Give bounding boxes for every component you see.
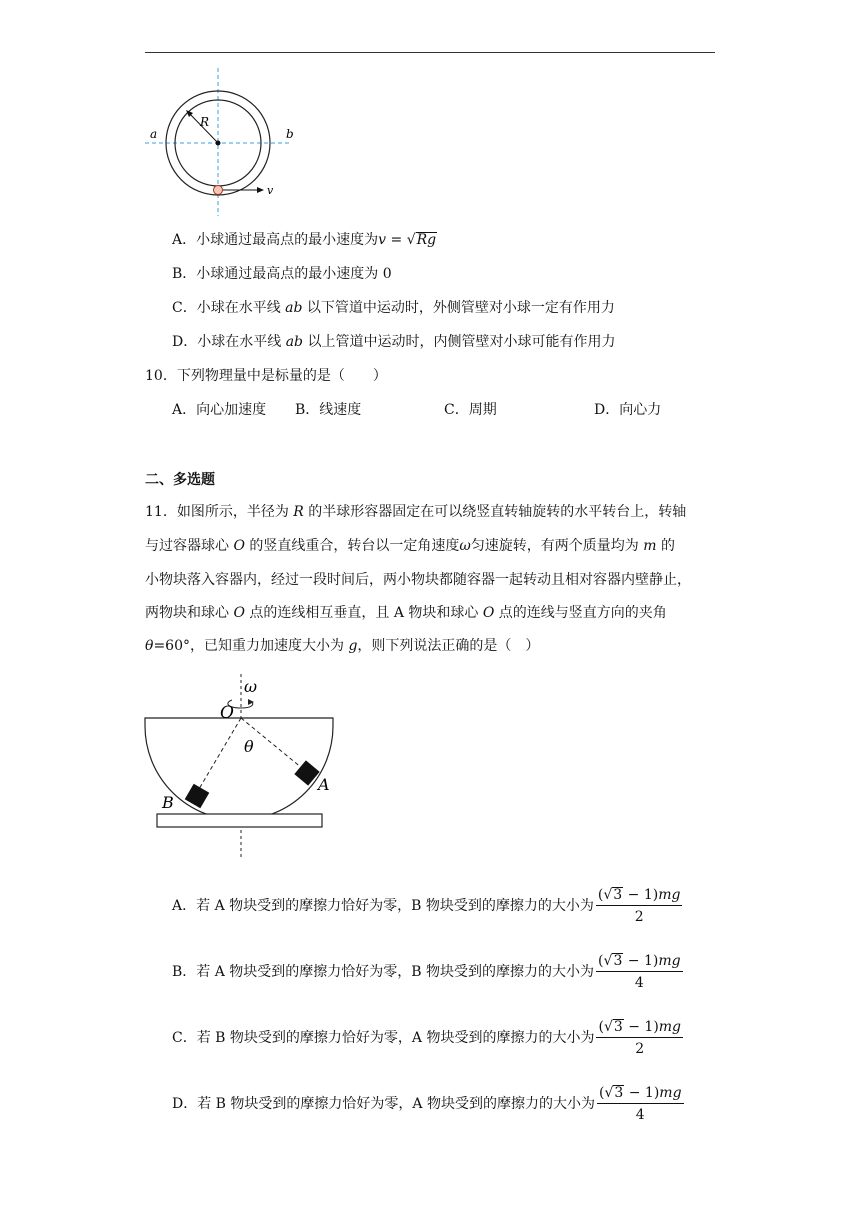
label-theta: θ [244, 737, 254, 756]
fraction: $\frac{(√3 - 1)mg}{2}$ [597, 887, 681, 925]
q10-option-d: D．向心力 [594, 402, 662, 418]
q11-option-d: D．若 B 物块受到的摩擦力恰好为零，A 物块受到的摩擦力的大小为 $\frac{(√3 - 1)mg}{4}$ [172, 1085, 682, 1123]
q10-option-c: C．周期 [444, 402, 497, 418]
q11-option-a: A．若 A 物块受到的摩擦力恰好为零，B 物块受到的摩擦力的大小为 $\frac{(√3 - 1)mg}{2}$ [172, 887, 681, 925]
q11-stem-line-1: 11．如图所示，半径为 R 的半球形容器固定在可以绕竖直转轴旋转的水平转台上，转轴 [145, 504, 687, 520]
q11-stem-line-5: θ=60°，已知重力加速度大小为 g，则下列说法正确的是（ ） [145, 638, 540, 654]
q10-option-a: A．向心加速度 [172, 402, 267, 418]
q11-option-c: C．若 B 物块受到的摩擦力恰好为零，A 物块受到的摩擦力的大小为 $\frac{(√3 - 1)mg}{2}$ [172, 1019, 682, 1057]
q11-stem-line-4: 两物块和球心 O 点的连线相互垂直，且 A 物块和球心 O 点的连线与竖直方向的夹角 [145, 605, 667, 621]
fraction: $\frac{(√3 - 1)mg}{4}$ [598, 953, 681, 991]
q9-option-b: B．小球通过最高点的最小速度为 0 [172, 266, 392, 282]
label-A: A [318, 775, 330, 794]
q11-stem-line-2: 与过容器球心 O 的竖直线重合，转台以一定角速度ω匀速旋转，有两个质量均为 m 的 [145, 538, 675, 554]
label-omega: ω [244, 677, 258, 696]
label-v: v [267, 184, 274, 197]
q9-option-c: C．小球在水平线 ab 以下管道中运动时，外侧管壁对小球一定有作用力 [172, 300, 615, 316]
q11-stem-line-3: 小物块落入容器内，经过一段时间后，两小物块都随容器一起转动且相对容器内壁静止， [145, 572, 691, 588]
turntable [157, 814, 322, 827]
q9-option-d: D．小球在水平线 ab 以上管道中运动时，内侧管壁对小球可能有作用力 [172, 334, 616, 350]
label-B: B [162, 793, 174, 812]
ball [214, 186, 223, 195]
label-R: R [200, 115, 210, 129]
q10-option-b: B．线速度 [295, 402, 362, 418]
velocity-arrowhead [257, 187, 264, 193]
q9-option-a: A．小球通过最高点的最小速度为v = √Rg [172, 232, 437, 248]
fraction: $\frac{(√3 - 1)mg}{4}$ [598, 1085, 682, 1123]
q11-option-b: B．若 A 物块受到的摩擦力恰好为零，B 物块受到的摩擦力的大小为 $\frac{(√3 - 1)mg}{4}$ [172, 953, 681, 991]
label-O: O [220, 703, 234, 723]
q10-stem: 10．下列物理量中是标量的是（ ） [145, 368, 387, 384]
fraction: $\frac{(√3 - 1)mg}{2}$ [598, 1019, 682, 1057]
label-b: b [286, 127, 294, 141]
circular-tube-figure [140, 68, 300, 218]
section-title: 二、多选题 [145, 472, 215, 488]
label-a: a [150, 127, 158, 141]
hemisphere-bowl-figure [140, 672, 340, 862]
header-rule [145, 52, 715, 53]
